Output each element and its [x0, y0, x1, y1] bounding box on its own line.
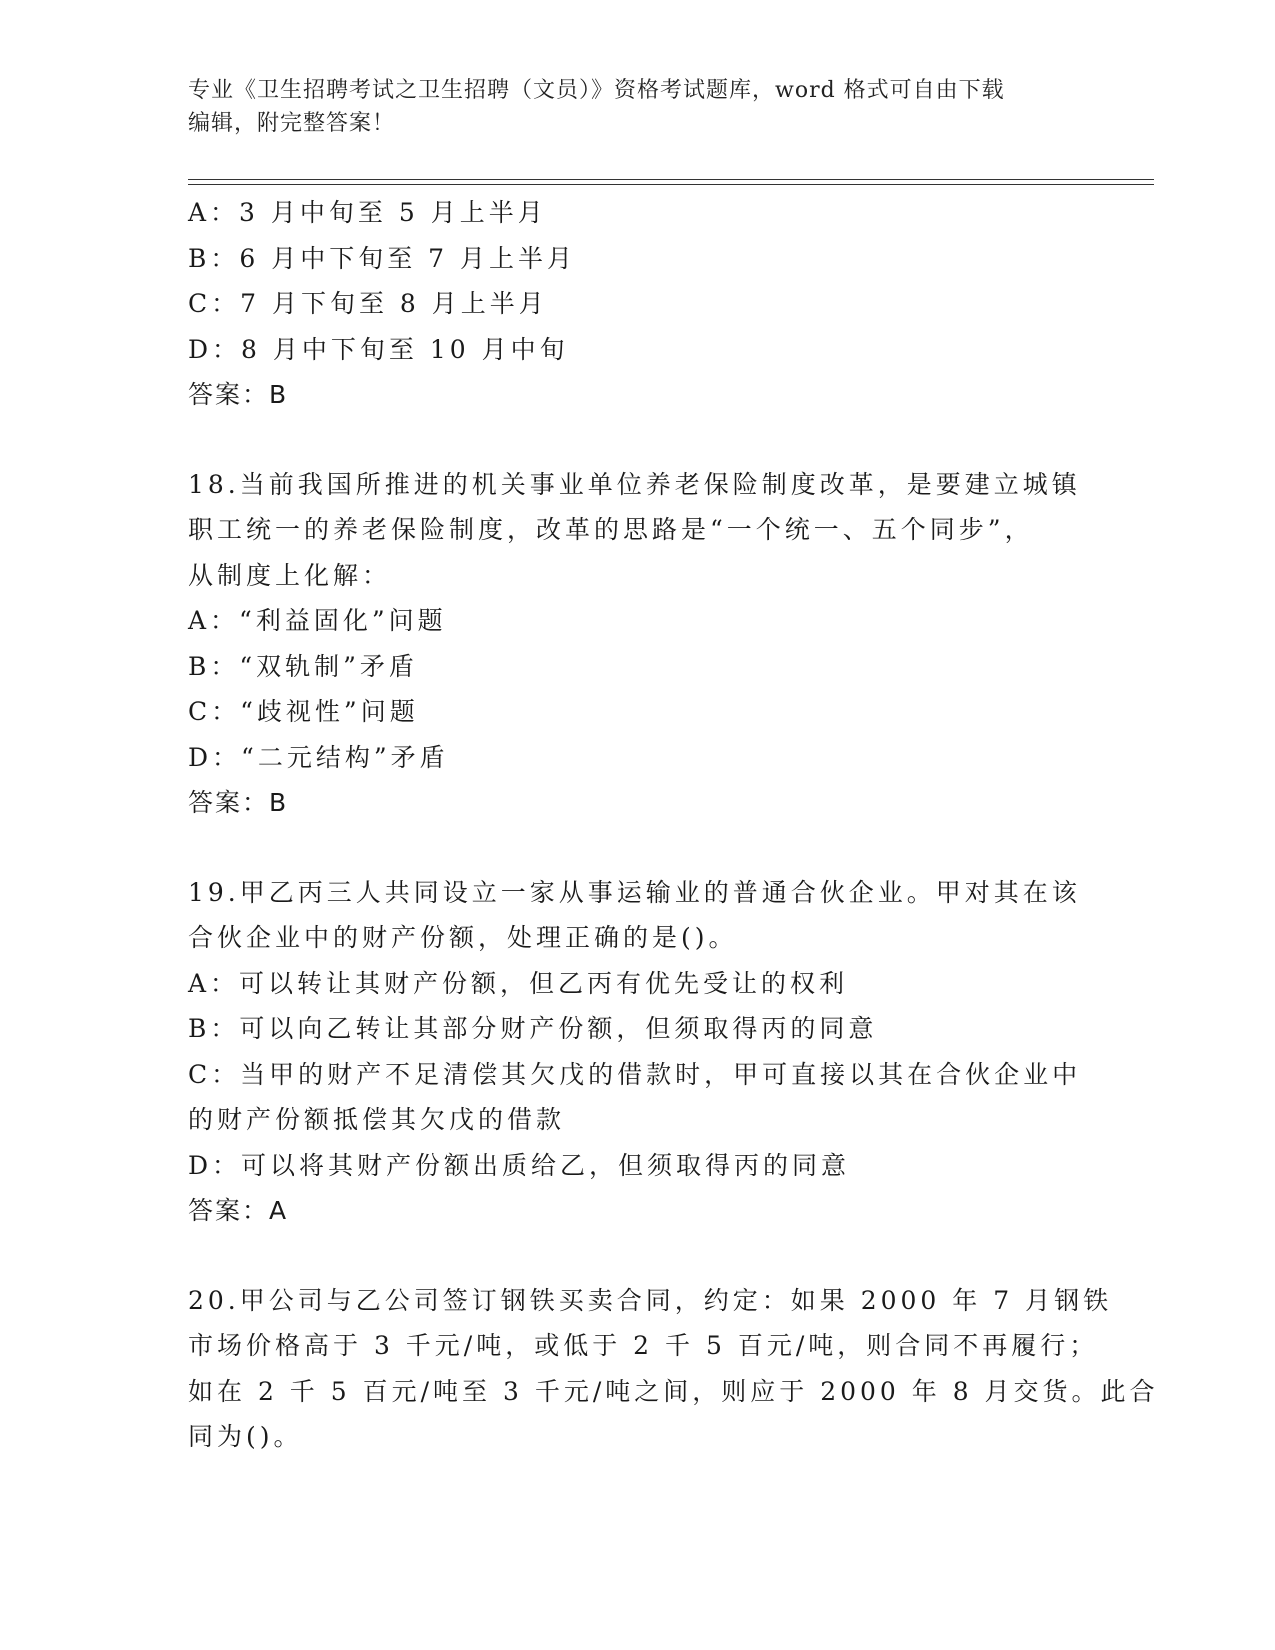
spacer: [188, 1234, 1088, 1278]
option-c: C：7 月下旬至 8 月上半月: [188, 289, 548, 318]
option-a: A：3 月中旬至 5 月上半月: [188, 198, 547, 227]
option-c: C：“歧视性”问题: [188, 697, 419, 726]
question-20: [188, 1278, 1159, 1460]
question-list: [188, 190, 1159, 1460]
question-stem-line: 从制度上化解：: [188, 560, 392, 590]
answer: 答案：A: [188, 1196, 289, 1225]
option-a: A：可以转让其财产份额，但乙丙有优先受让的权利: [188, 968, 849, 998]
answer: 答案：B: [188, 380, 289, 409]
option-c: C：当甲的财产不足清偿其欠戊的借款时，甲可直接以其在合伙企业中: [188, 1059, 1082, 1089]
question-stem-line: 市场价格高于 3 千元/吨，或低于 2 千 5 百元/吨，则合同不再履行；: [188, 1331, 1099, 1360]
header-divider-top: [188, 179, 1154, 180]
option-b: B：6 月中下旬至 7 月上半月: [188, 243, 577, 273]
header-divider-bottom: [188, 184, 1154, 185]
spacer: [188, 826, 1088, 870]
option-d: D：“二元结构”矛盾: [188, 742, 449, 772]
document-header: [188, 74, 1088, 140]
question-stem-line: 18.当前我国所推进的机关事业单位养老保险制度改革，是要建立城镇: [188, 469, 1081, 499]
question-stem-line: 19.甲乙丙三人共同设立一家从事运输业的普通合伙企业。甲对其在该: [188, 877, 1081, 907]
question-stem-line: 职工统一的养老保险制度，改革的思路是“一个统一、五个同步”，: [188, 515, 1034, 544]
option-a: A：“利益固化”问题: [188, 606, 447, 635]
option-d: D：8 月中下旬至 10 月中旬: [188, 334, 569, 364]
question-stem-line: 同为()。: [188, 1422, 303, 1451]
question-18: [188, 462, 1088, 826]
option-d: D：可以将其财产份额出质给乙，但须取得丙的同意: [188, 1150, 851, 1180]
spacer: [188, 418, 1088, 462]
header-line-2: 编辑，附完整答案！: [188, 111, 396, 136]
header-line-1: 专业《卫生招聘考试之卫生招聘（文员）》资格考试题库，word 格式可自由下载: [188, 78, 1005, 103]
question-stem-line: 20.甲公司与乙公司签订钢铁买卖合同，约定：如果 2000 年 7 月钢铁: [188, 1285, 1113, 1315]
question-stem-line: 合伙企业中的财产份额，处理正确的是()。: [188, 923, 738, 952]
question-19: [188, 870, 1088, 1234]
option-b: B：可以向乙转让其部分财产份额，但须取得丙的同意: [188, 1014, 878, 1043]
question-17: [188, 190, 1088, 418]
question-stem-line: 如在 2 千 5 百元/吨至 3 千元/吨之间，则应于 2000 年 8 月交货。此合: [188, 1376, 1159, 1406]
option-b: B：“双轨制”矛盾: [188, 651, 418, 681]
answer: 答案：B: [188, 788, 289, 817]
option-c-continued: 的财产份额抵偿其欠戊的借款: [188, 1105, 566, 1134]
